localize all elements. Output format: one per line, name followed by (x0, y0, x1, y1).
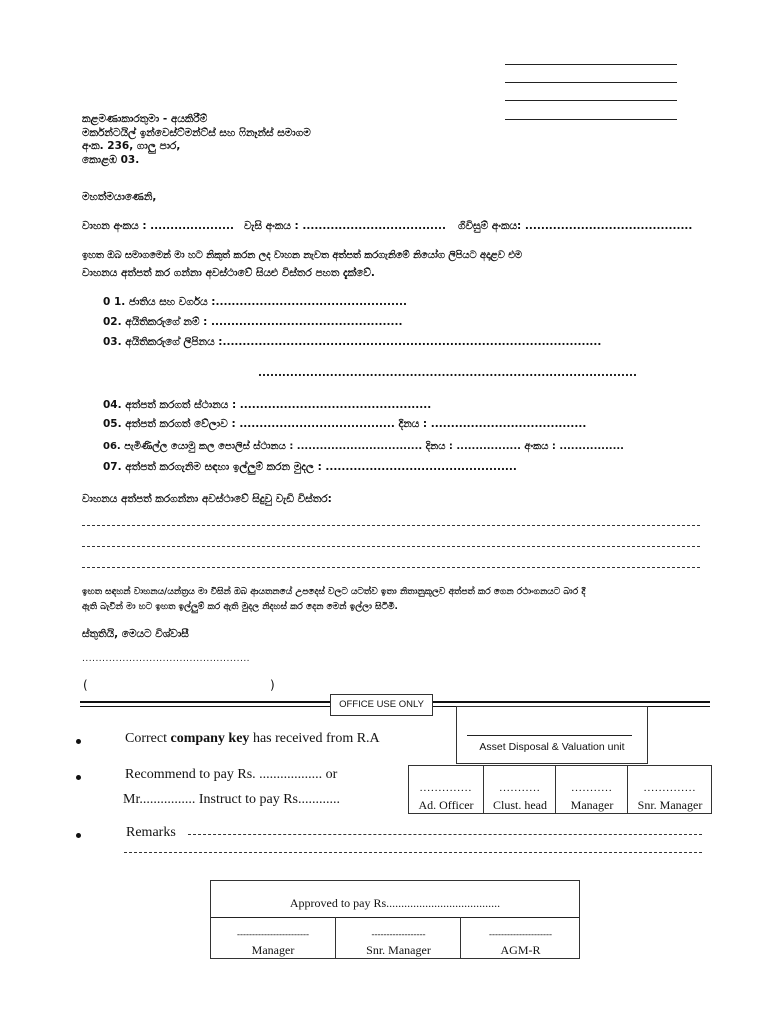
address-line-4: කොළඹ 03. (82, 153, 140, 166)
details-line-3 (82, 567, 700, 568)
officer-label: Clust. head (493, 798, 547, 812)
address-line-3: අංක. 236, ගාලු පාර, (82, 140, 181, 153)
item-5: 05. අත්පත් කරගත් වේලාව : ....................................... දිනය : ....................................... (103, 418, 587, 430)
details-line-1 (82, 525, 700, 526)
details-line-2 (82, 546, 700, 547)
remarks-line-1 (188, 834, 702, 835)
thanks-text: ස්තුතියි, මෙයට විශ්වාසී (82, 628, 189, 640)
approved-to-pay: Approved to pay Rs...................................... (289, 896, 501, 910)
recommend-line: Recommend to pay Rs. .................. or (125, 767, 338, 782)
item-3-continuation: ............................................................................................... (258, 367, 637, 379)
asset-unit-line (467, 735, 632, 736)
approver-label: AGM-R (500, 943, 541, 957)
company-key-line (125, 731, 380, 747)
signature-line: .................................................. (82, 654, 251, 664)
remarks-line-2 (124, 852, 702, 853)
ref-line-1 (505, 64, 677, 65)
ref-line-2 (505, 82, 677, 83)
officer-dots: ........... (499, 782, 541, 794)
intro-line-1: ඉහත ඔබ සමාගමෙන් මා හට නිකුත් කරන ලද වාහන නැවත අත්පත් කරගැනිමේ නියෝග ලිපියට අදාළව එම (82, 250, 522, 261)
agreement-number-field: වැසි අංකය : .................................... (244, 220, 447, 232)
contract-number-field: ගිවිසුම් අංකය: .......................................... (458, 220, 693, 232)
ref-line-3 (505, 100, 677, 101)
details-label: වාහනය අත්පත් කරගන්නා අවස්ථාවේ සිදුවු වැඩි විස්තර: (82, 493, 332, 505)
officer-label: Manager (570, 798, 614, 812)
item-1: 0 1. ජාතිය සහ වර්ගය :................................................ (103, 296, 407, 308)
instruct-line: Mr................ Instruct to pay Rs............ (123, 792, 340, 807)
officer-label: Snr. Manager (637, 798, 703, 812)
approver-label: Manager (251, 943, 295, 957)
officer-cell-manager (555, 766, 628, 813)
paren-close: ) (270, 678, 275, 692)
item-4: 04. අත්පත් කරගත් ස්ථානය : ................................................ (103, 399, 432, 411)
officer-dots: ........... (571, 782, 613, 794)
request-line-2: ඇති බැවින් මා හට ඉහත ඉල්ලුම් කර ඇති මුදල නිදහස් කර දෙන මෙන් ඉල්ලා සිටිමි. (82, 601, 398, 612)
officer-cell-ad-officer (409, 766, 483, 813)
address-line-1: කළමණාකාරතුමා - අයකිරීම් (82, 113, 208, 125)
officer-dots: .............. (419, 782, 473, 794)
asset-unit-label: Asset Disposal & Valuation unit (479, 741, 625, 753)
office-use-label: OFFICE USE ONLY (330, 694, 433, 716)
approver-label: Snr. Manager (366, 943, 431, 957)
company-key-text-1: Correct (125, 731, 171, 746)
request-line-1: ඉහත සඳහන් වාහනය/යන්ත්‍රය මා විසින් ඔබ ආයතනයේ උපදෙස් වලට යටත්ව ඉතා නිතානුකූලව අත්පත් කර ගෙන රථාංගනයට බාර දී (82, 587, 586, 597)
item-6: 06. පැමිණිල්ල යොමු කල පොලිස් ස්ථානය : ................................. දිනය : ................. අංකය : ................. (103, 441, 624, 452)
officer-signature-table (408, 765, 712, 814)
intro-line-2: වාහනය අත්පත් කර ගන්නා අවස්ථාවේ සියළු විස්තර පහත දැක්වේ. (82, 266, 375, 279)
approver-cell-manager (211, 917, 335, 958)
address-line-2: මර්කන්ටයිල් ඉන්වෙස්ට්මන්ට්ස් සහ ෆිනෑන්ස් සමාගම (82, 126, 311, 139)
approver-cell-snr-manager (335, 917, 461, 958)
request-paragraph (82, 587, 707, 613)
salutation: මහත්මයාණෙනි, (82, 191, 157, 203)
address-block (82, 113, 311, 168)
bullet-2 (76, 775, 81, 780)
intro-paragraph (82, 250, 702, 280)
approver-dots: --------------------- (489, 929, 552, 939)
approver-cell-agm (460, 917, 580, 958)
vehicle-number-field: වාහන අංකය : ..................... (82, 220, 234, 232)
officer-cell-snr-manager (627, 766, 712, 813)
item-3: 03. අයිතිකරුගේ ලිපිනය :............................................................................................... (103, 336, 602, 348)
company-key-bold: company key (170, 731, 250, 746)
bullet-1 (76, 739, 81, 744)
officer-label: Ad. Officer (418, 798, 474, 812)
item-7: 07. අත්පත් කරගැනිම සඳහා ඉල්ලුම් කරන මුදල : ................................................ (103, 461, 517, 473)
approver-dots: ------------------ (371, 929, 426, 939)
officer-cell-clust-head (483, 766, 556, 813)
company-key-text-2: has received from R.A (249, 731, 380, 746)
ref-line-4 (505, 119, 677, 120)
paren-open: ( (83, 678, 88, 692)
office-divider-left (80, 701, 330, 707)
item-2: 02. අයිතිකරුගේ නම් : ................................................ (103, 316, 403, 328)
approval-table (210, 880, 580, 959)
remarks-label: Remarks (126, 825, 176, 840)
bullet-3 (76, 833, 81, 838)
asset-unit-box (456, 706, 648, 764)
approver-dots: ------------------------ (237, 929, 309, 939)
officer-dots: .............. (643, 782, 697, 794)
